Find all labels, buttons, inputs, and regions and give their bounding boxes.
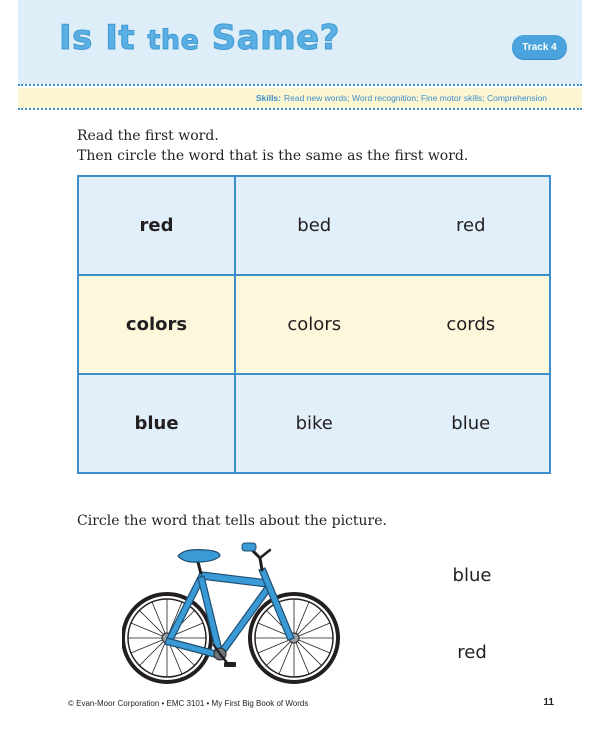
instruction-line-1: Read the first word. bbox=[77, 128, 219, 144]
bike-seat bbox=[178, 550, 220, 563]
footer-copyright: © Evan-Moor Corporation • EMC 3101 • My First Big Book of Words bbox=[68, 699, 309, 708]
skills-label: Skills: bbox=[255, 93, 281, 103]
bike-frame bbox=[165, 568, 294, 658]
table-row bbox=[78, 275, 550, 374]
word-choice[interactable]: bed bbox=[297, 215, 332, 236]
track-badge[interactable]: Track 4 bbox=[512, 35, 567, 59]
choice-cell bbox=[235, 176, 550, 275]
word-choice[interactable]: cords bbox=[446, 314, 496, 335]
first-word: red bbox=[78, 176, 235, 275]
table-row bbox=[78, 374, 550, 473]
first-word: blue bbox=[78, 374, 235, 473]
dotted-divider-top bbox=[18, 84, 582, 86]
picture-choice-red[interactable]: red bbox=[457, 642, 487, 663]
title-part-1: Is It bbox=[59, 18, 148, 58]
skills-bar bbox=[18, 88, 582, 108]
choice-cell bbox=[235, 275, 550, 374]
instructions bbox=[77, 126, 468, 166]
title-part-2: Same? bbox=[199, 18, 340, 58]
picture-choice-blue[interactable]: blue bbox=[452, 565, 492, 586]
table-row bbox=[78, 176, 550, 275]
word-choice[interactable]: red bbox=[455, 215, 486, 236]
skills-text: Read new words; Word recognition; Fine motor skills; Comprehension bbox=[284, 93, 547, 103]
choice-cell bbox=[235, 374, 550, 473]
bicycle-illustration bbox=[122, 540, 348, 690]
title-part-small: the bbox=[147, 25, 200, 56]
page-title bbox=[59, 18, 340, 58]
instruction-line-2: Then circle the word that is the same as the first word. bbox=[77, 148, 469, 164]
word-match-table bbox=[77, 175, 551, 474]
dotted-divider-bottom bbox=[18, 108, 582, 110]
first-word: colors bbox=[78, 275, 235, 374]
word-choice[interactable]: colors bbox=[287, 314, 342, 335]
word-choice[interactable]: blue bbox=[451, 413, 491, 434]
word-choice[interactable]: bike bbox=[295, 413, 333, 434]
picture-instruction: Circle the word that tells about the picture. bbox=[77, 513, 387, 529]
page-number: 11 bbox=[543, 697, 554, 708]
